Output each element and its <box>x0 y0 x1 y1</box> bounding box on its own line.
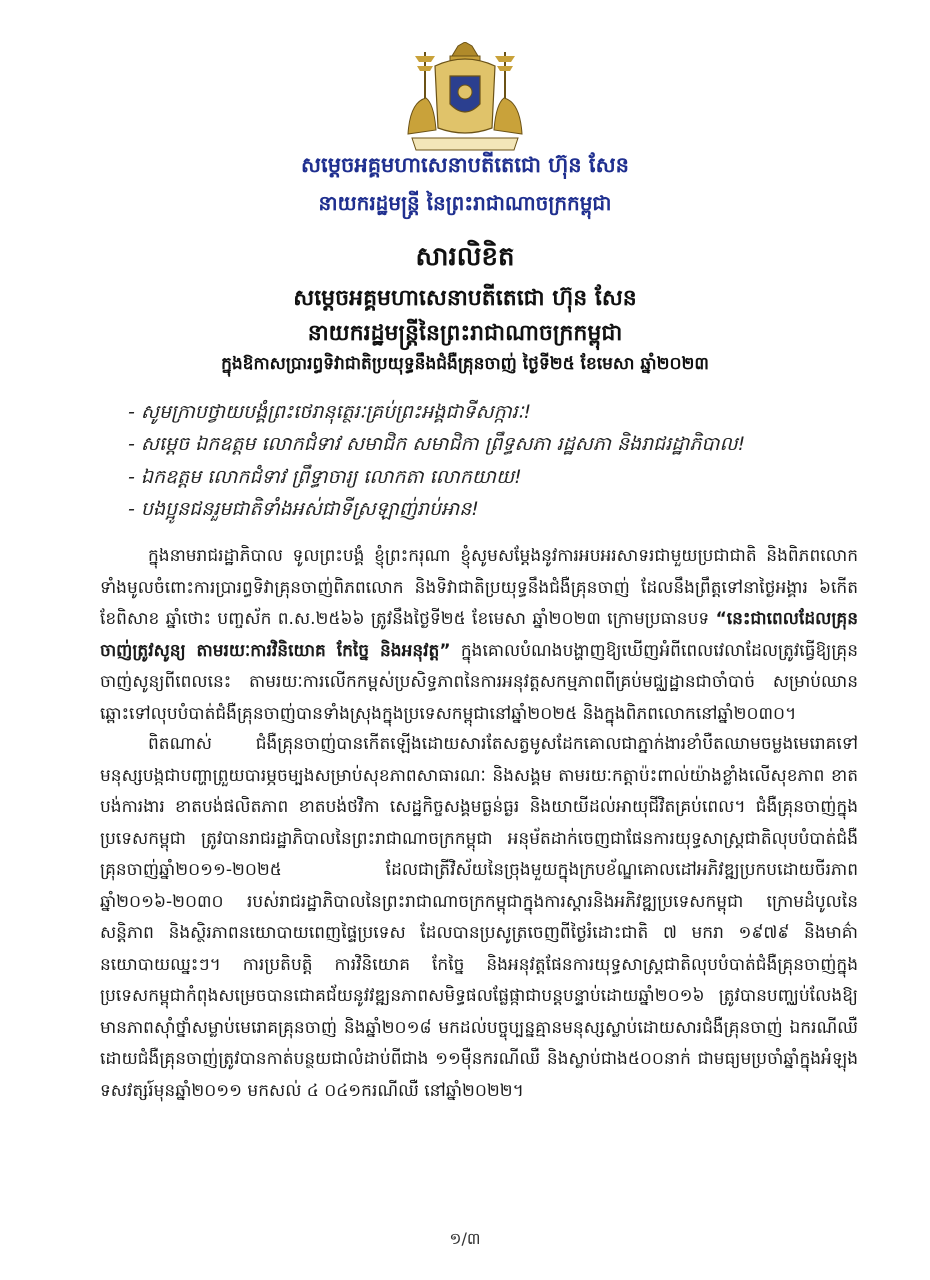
page-number: ១/៣ <box>449 1229 481 1248</box>
document-title: សារលិខិត <box>415 242 515 272</box>
theme-highlight: “នេះជាពេលដែលគ្រុនចាញ់ត្រូវសូន្យ តាមរយៈការវិនិយោគ កែច្នៃ និងអនុវត្ត” <box>100 609 858 661</box>
greeting-line: - ឯកឧត្តម លោកជំទាវ ព្រឹទ្ធាចារ្យ លោកតា លោកយាយ! <box>128 466 522 488</box>
title-position: នាយករដ្ឋមន្ត្រីនៃព្រះរាជាណាចក្រកម្ពុជា <box>307 321 623 346</box>
paragraph-text: ក្នុងគោលបំណងបង្ហាញឱ្យឃើញអំពីពេលវេលាដែលត្រូវធ្វើឱ្យគ្រុនចាញ់សូន្យពីពេលនេះ តាមរយៈការលើកកម្ពស់ប្រសិទ្ធភាពនៃការអនុវត្តសកម្មភាពពីគ្រប់មជ្ឈដ្ឋានជាចាំបាច់ សម្រាប់ឈានឆ្ពោះទៅលុបបំបាត់ជំងឺគ្រុនចាញ់បានទាំងស្រុងក្នុងប្រទេសកម្ពុជានៅឆ្នាំ២០២៥ និងក្នុងពិភពលោកនៅឆ្នាំ២០៣០។ <box>100 640 858 724</box>
greeting-line: - បងប្អូនជនរួមជាតិទាំងអស់ជាទីស្រឡាញ់រាប់អាន! <box>128 498 479 520</box>
header-name: សម្តេចអគ្គមហាសេនាបតីតេជោ ហ៊ុន សែន <box>301 153 629 177</box>
body-paragraph-1 <box>100 541 858 730</box>
body-paragraph-2: ពិតណាស់ ជំងឺគ្រុនចាញ់បានកើតឡើងដោយសារតែសត្វមូសដែកគោលជាភ្នាក់ងារខាំបឺតឈាមចម្លងមេរោគទៅមនុស្សបង្កជាបញ្ហាព្រួយបារម្ភចម្បងសម្រាប់សុខភាពសាធារណៈ និងសង្គម តាមរយៈកត្តាប៉ះពាល់យ៉ាងខ្លាំងលើសុខភាព ខាតបង់ការងារ ខាតបង់ផលិតភាព ខាតបង់ថវិកា សេដ្ឋកិច្ចសង្គមធ្ងន់ធ្ងរ និងយាយីដល់អាយុជីវិតគ្រប់ពេល។ ជំងឺគ្រុនចាញ់ក្នុងប្រទេសកម្ពុជា ត្រូវបានរាជរដ្ឋាភិបាលនៃព្រះរាជាណាចក្រកម្ពុជា អនុម័តដាក់ចេញជាផែនការយុទ្ធសាស្ត្រជាតិលុបបំបាត់ជំងឺគ្រុនចាញ់ឆ្នាំ២០១១-២០២៥ ដែលជាត្រីវិស័យនៃច្រុងមួយក្នុងក្របខ័ណ្ឌគោលដៅអភិវឌ្ឍប្រកបដោយចីរភាពឆ្នាំ២០១៦-២០៣០ របស់រាជរដ្ឋាភិបាលនៃព្រះរាជាណាចក្រកម្ពុជាក្នុងការស្តារនិងអភិវឌ្ឍប្រទេសកម្ពុជា ក្រោមដំបូលនៃសន្តិភាព និងស្ថិរភាពនយោបាយពេញផ្ទៃប្រទេស ដែលបានប្រសូត្រចេញពីថ្ងៃរំដោះជាតិ ៧ មករា ១៩៧៩ និងមាគ៌ានយោបាយឈ្នះៗ។ ការប្រតិបត្តិ ការវិនិយោគ កែច្នៃ និងអនុវត្តផែនការយុទ្ធសាស្ត្រជាតិលុបបំបាត់ជំងឺគ្រុនចាញ់ក្នុងប្រទេសកម្ពុជាកំពុងសម្រេចបានជោគជ័យនូវវឌ្ឍនភាពសមិទ្ធផលផ្លែផ្កាជាបន្តបន្ទាប់ដោយឆ្នាំ២០១៦ ត្រូវបានបញ្ឈប់លែងឱ្យមានភាពស៊ាំថ្នាំសម្លាប់មេរោគគ្រុនចាញ់ និងឆ្នាំ២០១៨ មកដល់បច្ចុប្បន្នគ្មានមនុស្សស្លាប់ដោយសារជំងឺគ្រុនចាញ់ ឯករណីឈឺដោយជំងឺគ្រុនចាញ់ត្រូវបានកាត់បន្ថយជាលំដាប់ពីជាង ១១ម៉ឺនករណីឈឺ និងស្លាប់ជាង៥០០នាក់ ជាមធ្យមប្រចាំឆ្នាំក្នុងអំឡុងទសវត្សរ៍មុនឆ្នាំ២០១១ មកសល់ ៤ ០៤១ករណីឈឺ នៅឆ្នាំ២០២២។ <box>100 734 858 1101</box>
greeting-line: - សូមក្រាបថ្វាយបង្គំព្រះថេរានុត្ថេរៈគ្រប់ព្រះអង្គជាទីសក្ការៈ! <box>128 401 532 423</box>
paragraph-text: ក្នុងនាមរាជរដ្ឋាភិបាល ទូលព្រះបង្គំ ខ្ញុំព្រះករុណា ខ្ញុំសូមសម្តែងនូវការអបអរសាទរជាមួយប្រជាជាតិ និងពិភពលោកទាំងមូលចំពោះការប្រារព្ធទិវាគ្រុនចាញ់ពិភពលោក និងទិវាជាតិប្រយុទ្ធនឹងជំងឺគ្រុនចាញ់ ដែលនឹងព្រឹត្តទៅនាថ្ងៃអង្គារ ៦កើត ខែពិសាខ ឆ្នាំថោះ បញ្ចស័ក ព.ស.២៥៦៦ ត្រូវនឹងថ្ងៃទី២៥ ខែមេសា ឆ្នាំ២០២៣ ក្រោមប្រធានបទ <box>100 546 858 629</box>
title-occasion: ក្នុងឱកាសប្រារព្ធទិវាជាតិប្រយុទ្ធនឹងជំងឺគ្រុនចាញ់ ថ្ងៃទី២៥ ខែមេសា ឆ្នាំ២០២៣ <box>221 354 709 374</box>
greeting-line: - សម្តេច ឯកឧត្តម លោកជំទាវ សមាជិក សមាជិកា ព្រឹទ្ធសភា រដ្ឋសភា និងរាជរដ្ឋាភិបាល! <box>128 433 746 455</box>
royal-coat-of-arms-emblem <box>400 42 530 157</box>
title-sender: សម្តេចអគ្គមហាសេនាបតីតេជោ ហ៊ុន សែន <box>293 286 637 311</box>
header-position: នាយករដ្ឋមន្ត្រី នៃព្រះរាជាណាចក្រកម្ពុជា <box>318 191 612 215</box>
